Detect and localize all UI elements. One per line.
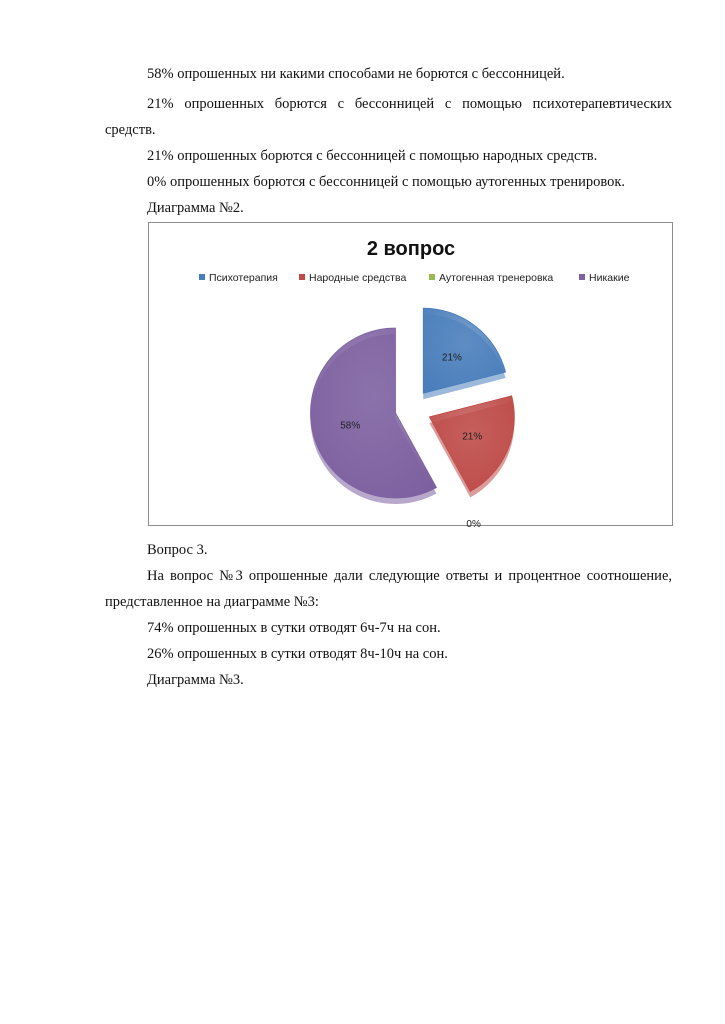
- paragraph-folk-remedies: 21% опрошенных борются с бессонницей с помощью народных средств.: [147, 148, 598, 164]
- legend-swatch-2: [429, 274, 435, 280]
- legend-swatch-0: [199, 274, 205, 280]
- paragraph-none: 58% опрошенных ни какими способами не борются с бессонницей.: [147, 66, 565, 82]
- chart-title: 2 вопрос: [366, 238, 456, 260]
- pie-chart-svg: [149, 223, 674, 527]
- data-label-3: 58%: [340, 420, 361, 432]
- diagram-3-caption: Диаграмма №3.: [147, 672, 244, 688]
- legend-label-1: Народные средства: [309, 272, 407, 284]
- diagram-2-caption: Диаграмма №2.: [147, 200, 244, 216]
- paragraph-psychotherapy: 21% опрошенных борются с бессонницей с помощью психотерапевтических: [147, 96, 672, 112]
- legend-swatch-3: [579, 274, 585, 280]
- slice-3: [311, 328, 437, 498]
- legend-label-2: Аутогенная тренеровка: [439, 272, 554, 284]
- data-label-2: 0%: [466, 518, 481, 527]
- pie-chart-question-2: [148, 222, 673, 526]
- data-label-1: 21%: [462, 431, 483, 443]
- paragraph-autogenic: 0% опрошенных борются с бессонницей с помощью аутогенных тренировок.: [147, 174, 626, 190]
- paragraph-sleep-8-10: 26% опрошенных в сутки отводят 8ч-10ч на сон.: [147, 646, 448, 662]
- data-label-0: 21%: [441, 352, 462, 364]
- paragraph-question-3: На вопрос №3 опрошенные дали следующие ответы и процентное соотношение,: [147, 568, 672, 584]
- paragraph-psychotherapy-cont: средств.: [105, 122, 156, 138]
- paragraph-question-3-cont: представленное на диаграмме №3:: [105, 594, 319, 610]
- question-3-heading: Вопрос 3.: [147, 542, 208, 558]
- paragraph-sleep-6-7: 74% опрошенных в сутки отводят 6ч-7ч на сон.: [147, 620, 441, 636]
- legend-swatch-1: [299, 274, 305, 280]
- legend-label-3: Никакие: [589, 272, 630, 284]
- legend-label-0: Психотерапия: [209, 272, 278, 284]
